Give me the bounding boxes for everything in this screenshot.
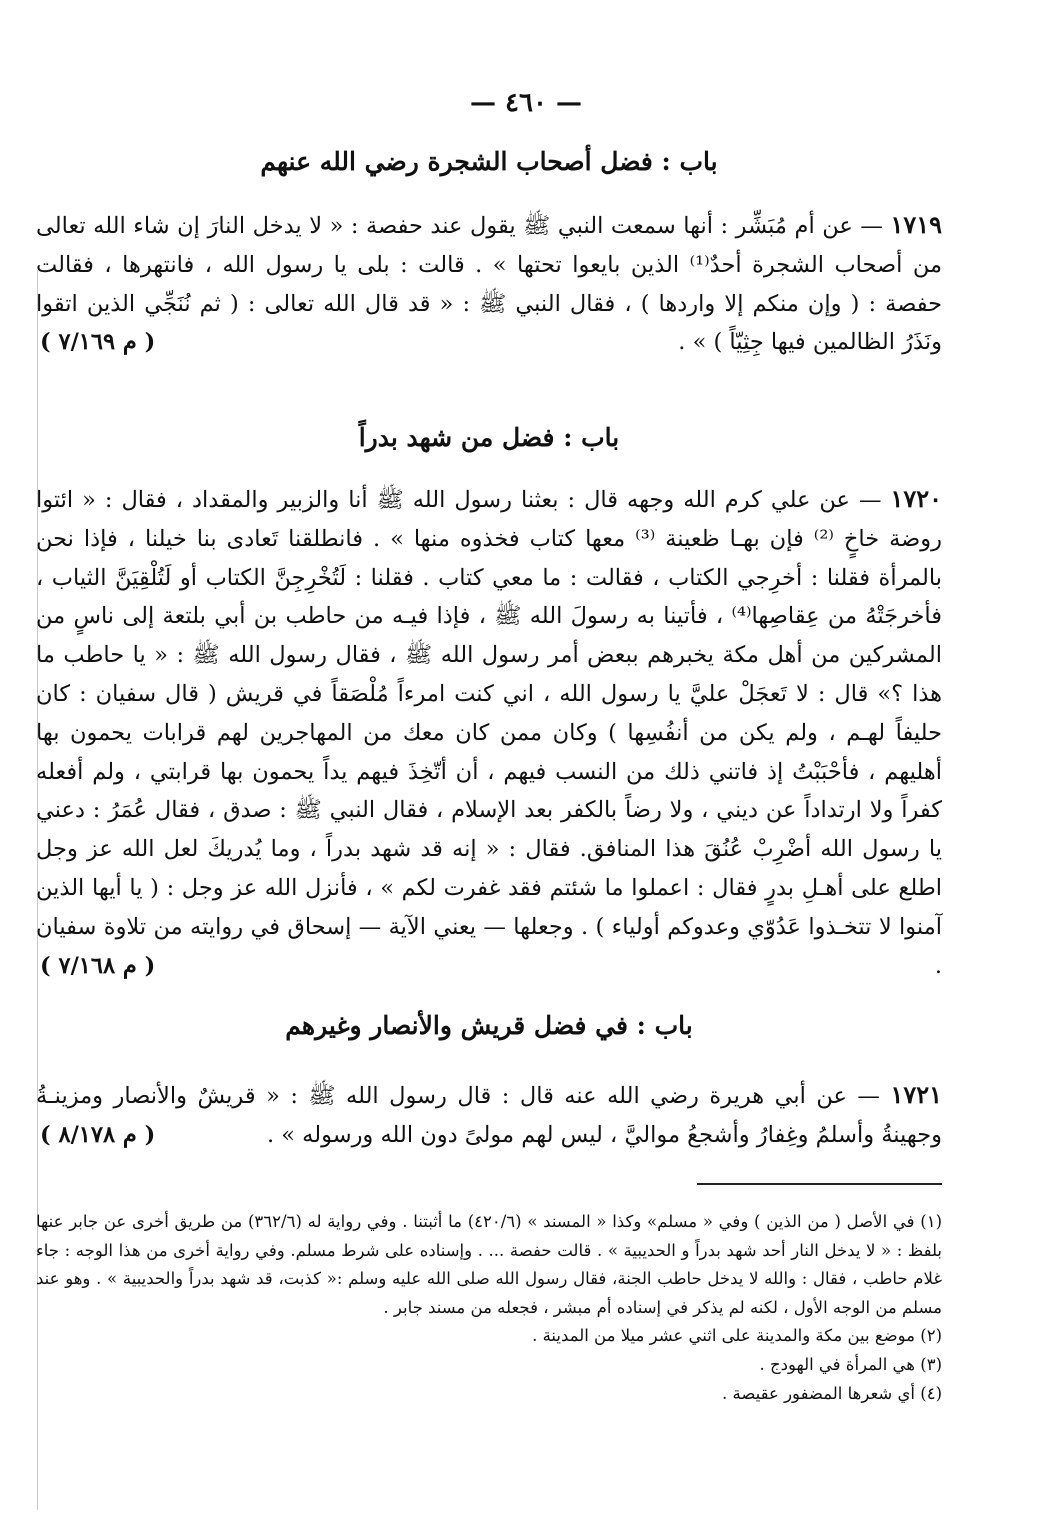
footnote-3: (٣) هي المرأة في الهودج .	[759, 1354, 942, 1374]
hadith-block	[36, 480, 942, 985]
hadith-reference: ( م ٨/١٧٨ )	[40, 1121, 156, 1148]
footnotes	[36, 1208, 942, 1408]
hadith-number: ١٧١٩	[890, 210, 942, 239]
chapter-heading: باب : فضل أصحاب الشجرة رضي الله عنهم	[260, 147, 718, 176]
page-number: — ٤٦٠ —	[469, 88, 583, 118]
hadith-reference: ( م ٧/١٦٨ )	[40, 952, 156, 979]
footnote-4: (٤) أي شعرها المضفور عقيصة .	[722, 1383, 942, 1403]
section-1	[36, 142, 942, 182]
footnote-2: (٢) موضع بين مكة والمدينة على اثني عشر ميلا من المدينة .	[532, 1326, 942, 1346]
section-3	[36, 1006, 942, 1046]
hadith-text: — عن أم مُبَشِّر : أنها سمعت النبي ﷺ يقول عند حفصة : « لا يدخل النارَ إن شاء الله تعالى من أصحاب الشجرة أحدٌ⁽¹⁾ الذين بايعوا تحتها » . قالت : بلى يا رسول الله ، فانتهرها ، فقالت حفصة : ( وإن منكم إلا واردها ) ، فقال النبي ﷺ : « قد قال الله تعالى : ( ثم نُنَجِّي الذين اتقوا ونَذَرُ الظالمين فيها جِثِيّاً ) » .	[36, 213, 942, 356]
hadith-reference: ( م ٧/١٦٩ )	[40, 329, 156, 356]
hadith-number: ١٧٢١	[890, 1080, 942, 1109]
hadith-block	[36, 206, 942, 362]
footnote-separator	[697, 1183, 942, 1185]
hadith-text: — عن علي كرم الله وجهه قال : بعثنا رسول الله ﷺ أنا والزبير والمقداد ، فقال : « ائتوا روضة خاخٍ ⁽²⁾ فإن بهـا ظعينة ⁽³⁾ معها كتاب فخذوه منها » . فانطلقنا تَعادى بنا خيلنا ، فإذا نحن بالمرأة فقلنا : أخرِجي الكتاب ، فقالت : ما معي كتاب . فقلنا : لَتُخْرِجِنَّ الكتاب أو لَتُلْقِيَنَّ الثياب ، فأخرجَتْهُ من عِقاصِها⁽⁴⁾ ، فأتينا به رسولَ الله ﷺ ، فإذا فيـه من حاطب بن أبي بلتعة إلى ناسٍ من المشركين من أهل مكة يخبرهم ببعض أمر رسول الله ﷺ ، فقال رسول الله ﷺ : « يا حاطب ما هذا ؟» قال : لا تَعجَلْ عليَّ يا رسول الله ، اني كنت امرءاً مُلْصَقاً في قريش ( قال سفيان : كان حليفاً لهـم ، ولم يكن من أنفُسِها ) وكان ممن كان معك من المهاجرين لهم قرابات يحمون بها أهليهم ، فأحْبَبْتُ إذ فاتني ذلك من النسب فيهم ، أن أتّخِذَ فيهم يداً يحمون بها قرابتي ، ولم أفعله كفراً ولا ارتداداً عن ديني ، ولا رضاً بالكفر بعد الإسلام ، فقال النبي ﷺ : صدق ، فقال عُمَرُ : دعني يا رسول الله أضْرِبْ عُنُقَ هذا المنافق. فقال : « إنه قد شهد بدراً ، وما يُدريكَ لعل الله عز وجل اطلع على أهـلِ بدرٍ فقال : اعملوا ما شئتم فقد غفرت لكم » ، فأنزل الله عز وجل : ( يا أيها الذين آمنوا لا تتخـذوا عَدُوّي وعدوكم أولياء ) . وجعلها — يعني الآية — إسحاق في روايته من تلاوة سفيان .	[36, 487, 943, 979]
chapter-heading: باب : في فضل قريش والأنصار وغيرهم	[285, 1011, 693, 1040]
hadith-block	[36, 1076, 942, 1155]
footnote-1: (١) في الأصل ( من الذين ) وفي « مسلم» وكذا « المسند » (٤٢٠/٦) ما أثبتنا . وفي رواية له (٣٦٢/٦) من طريق أخرى عن جابر عنها بلفظ : « لا يدخل النار أحد شهد بدراً و الحديبية » . قالت حفصة ... . وإسناده على شرط مسلم. وفي رواية أخرى من هذا الوجه : جاء غلام حاطب ، فقال : والله لا يدخل حاطب الجنة، فقال رسول الله صلى الله عليه وسلم :« كذبت، قد شهد بدراً والحديبية » . وهو عند مسلم من الوجه الأول ، لكنه لم يذكر في إسناده أم مبشر ، فجعله من مسند جابر .	[36, 1212, 943, 1317]
chapter-heading: باب : فضل من شهد بدراً	[358, 423, 620, 452]
section-2	[36, 418, 942, 458]
hadith-text: — عن أبي هريرة رضي الله عنه قال : قال رسول الله ﷺ : « قريشٌ والأنصار ومزينـةُ وجهينةُ وأسلمُ وغِفارُ وأشجعُ مواليَّ ، ليس لهم مولىً دون الله ورسوله » .	[36, 1083, 942, 1148]
hadith-number: ١٧٢٠	[890, 484, 943, 513]
